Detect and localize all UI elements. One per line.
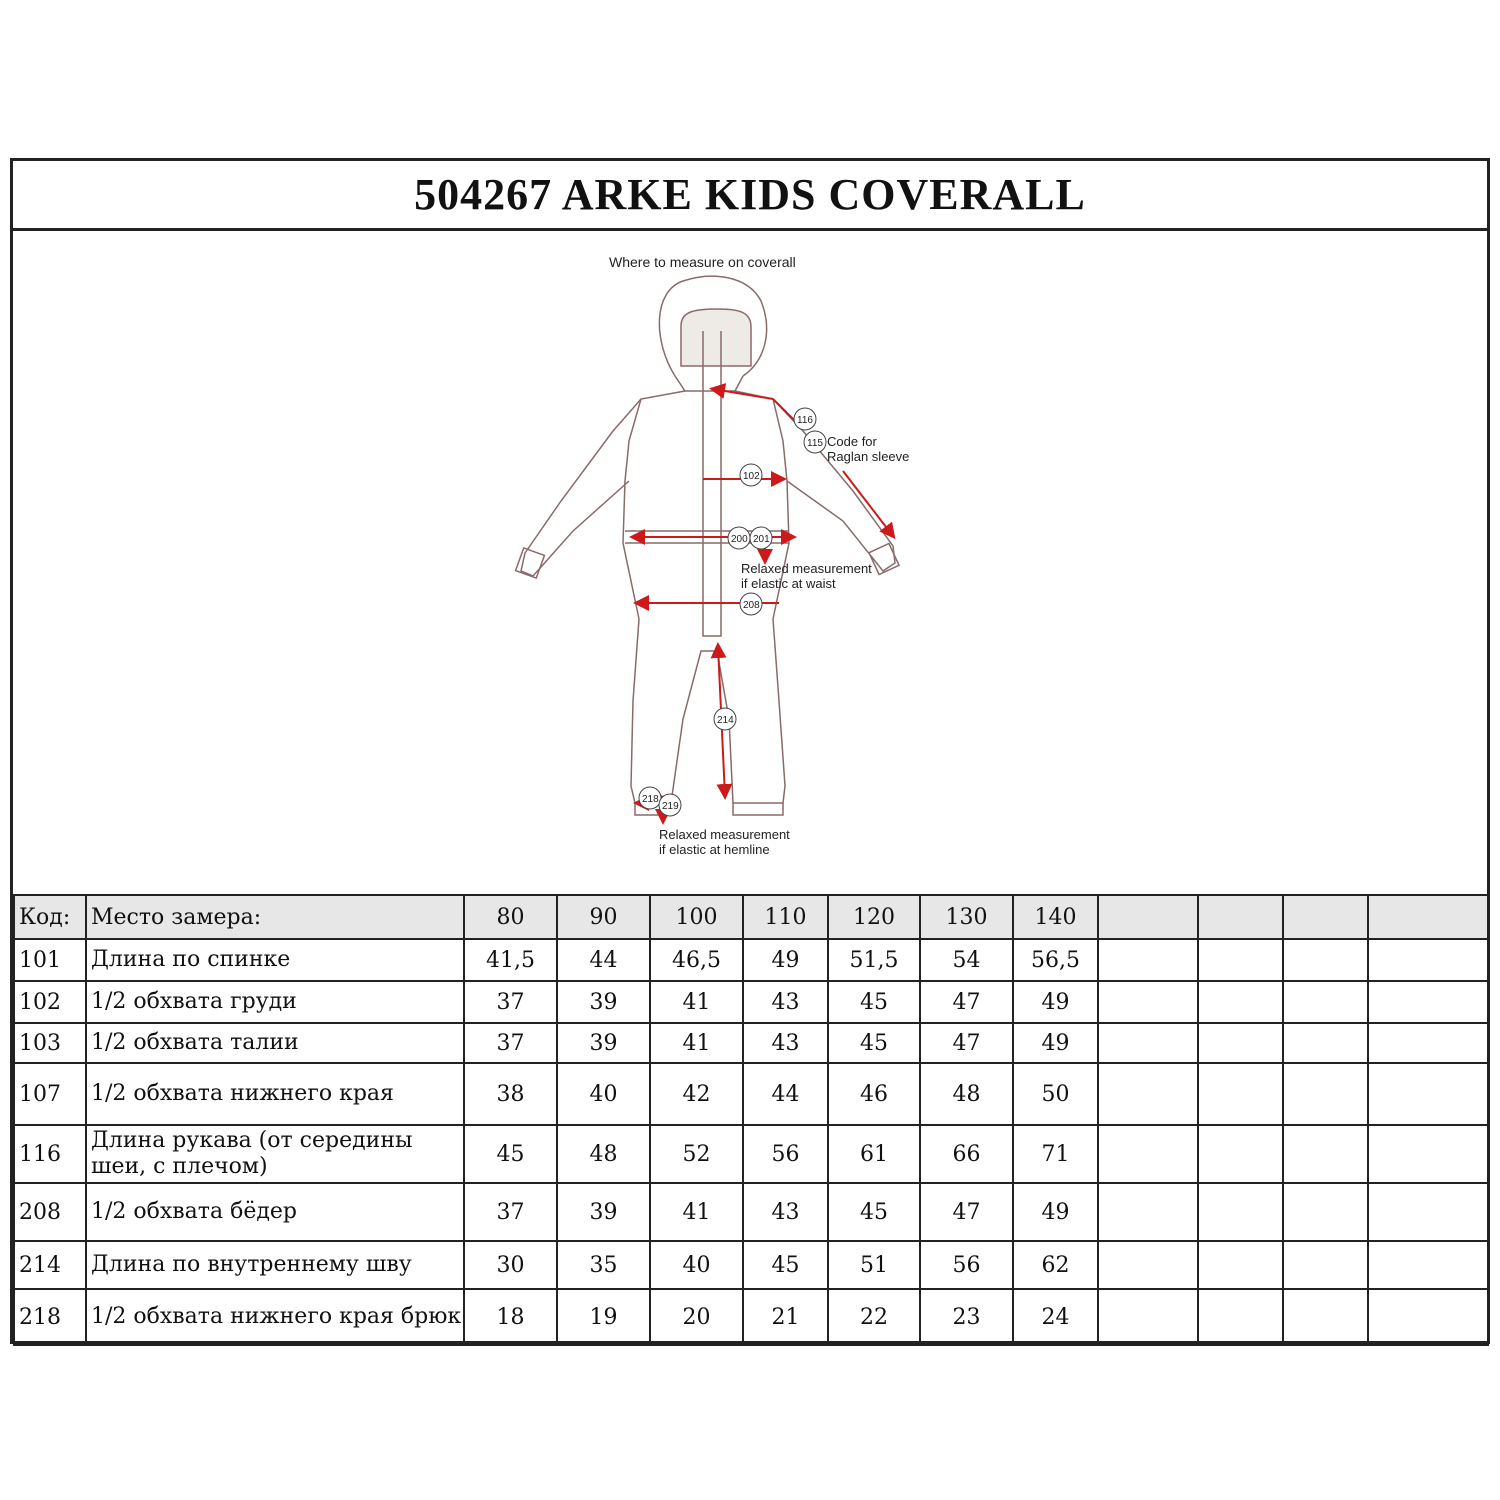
row-value	[1098, 1063, 1198, 1125]
table-header-row	[14, 895, 1488, 939]
row-code: 107	[14, 1063, 86, 1125]
row-value: 46,5	[650, 939, 743, 981]
row-value: 51	[828, 1241, 920, 1289]
code-label: 102	[743, 471, 760, 482]
code-label: 200	[731, 534, 748, 545]
row-value: 39	[557, 981, 650, 1023]
row-value: 45	[464, 1125, 557, 1183]
row-value: 37	[464, 1023, 557, 1063]
row-value: 43	[743, 1023, 828, 1063]
header-size: 90	[557, 895, 650, 939]
row-value: 41	[650, 1023, 743, 1063]
code-label: 115	[807, 438, 823, 449]
row-value: 37	[464, 1183, 557, 1241]
code-label: 219	[662, 801, 679, 812]
row-value: 47	[920, 981, 1013, 1023]
row-value: 50	[1013, 1063, 1098, 1125]
header-size: 120	[828, 895, 920, 939]
row-label: 1/2 обхвата груди	[86, 981, 464, 1023]
code-label: 214	[717, 715, 734, 726]
row-code: 116	[14, 1125, 86, 1183]
row-code: 214	[14, 1241, 86, 1289]
page-title: 504267 ARKE KIDS COVERALL	[414, 170, 1086, 219]
row-value	[1098, 1023, 1198, 1063]
code-label: 116	[797, 415, 813, 426]
note-hem: Relaxed measurement	[659, 827, 790, 842]
row-value: 19	[557, 1289, 650, 1345]
row-value	[1283, 1125, 1368, 1183]
row-value: 37	[464, 981, 557, 1023]
code-label: 201	[753, 534, 770, 545]
row-value: 49	[1013, 981, 1098, 1023]
table-row	[14, 981, 1488, 1023]
row-value: 48	[557, 1125, 650, 1183]
row-value	[1283, 1023, 1368, 1063]
table-row	[14, 939, 1488, 981]
row-value	[1368, 1183, 1488, 1241]
row-value	[1198, 1241, 1283, 1289]
code-label: 208	[743, 600, 760, 611]
coverall-illustration	[13, 231, 1487, 891]
row-value: 56,5	[1013, 939, 1098, 981]
row-value: 38	[464, 1063, 557, 1125]
row-value	[1198, 939, 1283, 981]
row-value: 66	[920, 1125, 1013, 1183]
row-value	[1368, 1023, 1488, 1063]
size-chart-sheet	[10, 158, 1490, 1344]
header-place: Место замера:	[86, 895, 464, 939]
row-label: Длина по спинке	[86, 939, 464, 981]
row-value: 39	[557, 1183, 650, 1241]
row-value	[1098, 1183, 1198, 1241]
header-size: 140	[1013, 895, 1098, 939]
header-size: 110	[743, 895, 828, 939]
row-code: 218	[14, 1289, 86, 1345]
row-value	[1368, 1289, 1488, 1345]
row-value: 47	[920, 1023, 1013, 1063]
row-value	[1368, 939, 1488, 981]
row-value: 62	[1013, 1241, 1098, 1289]
row-value: 41,5	[464, 939, 557, 981]
row-value	[1368, 1241, 1488, 1289]
row-code: 208	[14, 1183, 86, 1241]
row-value	[1098, 1289, 1198, 1345]
measurement-diagram	[13, 231, 1487, 891]
row-value	[1198, 1023, 1283, 1063]
note-raglan: Raglan sleeve	[827, 449, 910, 464]
row-code: 101	[14, 939, 86, 981]
header-size: 80	[464, 895, 557, 939]
row-value: 49	[1013, 1183, 1098, 1241]
header-size	[1198, 895, 1283, 939]
row-value	[1198, 1183, 1283, 1241]
row-value: 71	[1013, 1125, 1098, 1183]
row-value	[1098, 981, 1198, 1023]
table-row	[14, 1183, 1488, 1241]
row-value: 54	[920, 939, 1013, 981]
row-code: 103	[14, 1023, 86, 1063]
row-value	[1198, 1125, 1283, 1183]
row-value	[1368, 1063, 1488, 1125]
row-value	[1283, 939, 1368, 981]
row-label: Длина рукава (от середины шеи, с плечом)	[86, 1125, 464, 1183]
row-value: 22	[828, 1289, 920, 1345]
row-value: 40	[557, 1063, 650, 1125]
row-value	[1283, 1183, 1368, 1241]
row-value	[1368, 1125, 1488, 1183]
row-value: 44	[743, 1063, 828, 1125]
row-label: 1/2 обхвата нижнего края брюк	[86, 1289, 464, 1345]
table-row	[14, 1023, 1488, 1063]
note-waist: Relaxed measurement	[741, 561, 872, 576]
table-row	[14, 1063, 1488, 1125]
row-value: 24	[1013, 1289, 1098, 1345]
row-value: 45	[828, 981, 920, 1023]
header-size	[1283, 895, 1368, 939]
row-value: 49	[1013, 1023, 1098, 1063]
row-value: 21	[743, 1289, 828, 1345]
row-value: 56	[743, 1125, 828, 1183]
header-size	[1098, 895, 1198, 939]
row-value: 39	[557, 1023, 650, 1063]
row-label: 1/2 обхвата бёдер	[86, 1183, 464, 1241]
row-value	[1283, 1289, 1368, 1345]
table-row	[14, 1289, 1488, 1345]
row-value: 47	[920, 1183, 1013, 1241]
row-label: 1/2 обхвата талии	[86, 1023, 464, 1063]
row-value: 56	[920, 1241, 1013, 1289]
row-value: 41	[650, 1183, 743, 1241]
header-code: Код:	[14, 895, 86, 939]
coverall-outline	[516, 276, 899, 815]
row-value: 46	[828, 1063, 920, 1125]
row-value: 23	[920, 1289, 1013, 1345]
row-code: 102	[14, 981, 86, 1023]
row-value: 20	[650, 1289, 743, 1345]
note-hem: if elastic at hemline	[659, 842, 770, 857]
row-label: 1/2 обхвата нижнего края	[86, 1063, 464, 1125]
row-value: 61	[828, 1125, 920, 1183]
diagram-caption: Where to measure on coverall	[609, 254, 796, 270]
header-size	[1368, 895, 1488, 939]
row-value: 44	[557, 939, 650, 981]
row-value	[1283, 1063, 1368, 1125]
row-value	[1283, 981, 1368, 1023]
code-markers	[639, 408, 826, 816]
size-table	[13, 894, 1489, 1346]
note-waist: if elastic at waist	[741, 576, 836, 591]
row-value: 18	[464, 1289, 557, 1345]
row-value: 45	[828, 1183, 920, 1241]
row-value	[1098, 1241, 1198, 1289]
row-value: 51,5	[828, 939, 920, 981]
note-raglan: Code for	[827, 434, 877, 449]
row-value: 48	[920, 1063, 1013, 1125]
row-value: 52	[650, 1125, 743, 1183]
header-size: 100	[650, 895, 743, 939]
table-row	[14, 1241, 1488, 1289]
table-row	[14, 1125, 1488, 1183]
row-value	[1198, 981, 1283, 1023]
row-value: 43	[743, 1183, 828, 1241]
row-value: 30	[464, 1241, 557, 1289]
row-value: 41	[650, 981, 743, 1023]
row-label: Длина по внутреннему шву	[86, 1241, 464, 1289]
row-value: 43	[743, 981, 828, 1023]
row-value: 35	[557, 1241, 650, 1289]
row-value	[1368, 981, 1488, 1023]
row-value: 40	[650, 1241, 743, 1289]
row-value	[1283, 1241, 1368, 1289]
row-value: 45	[743, 1241, 828, 1289]
row-value: 49	[743, 939, 828, 981]
row-value	[1198, 1289, 1283, 1345]
title-bar	[13, 161, 1487, 231]
row-value: 45	[828, 1023, 920, 1063]
row-value	[1198, 1063, 1283, 1125]
row-value	[1098, 1125, 1198, 1183]
code-label: 218	[642, 794, 659, 805]
header-size: 130	[920, 895, 1013, 939]
row-value	[1098, 939, 1198, 981]
row-value: 42	[650, 1063, 743, 1125]
